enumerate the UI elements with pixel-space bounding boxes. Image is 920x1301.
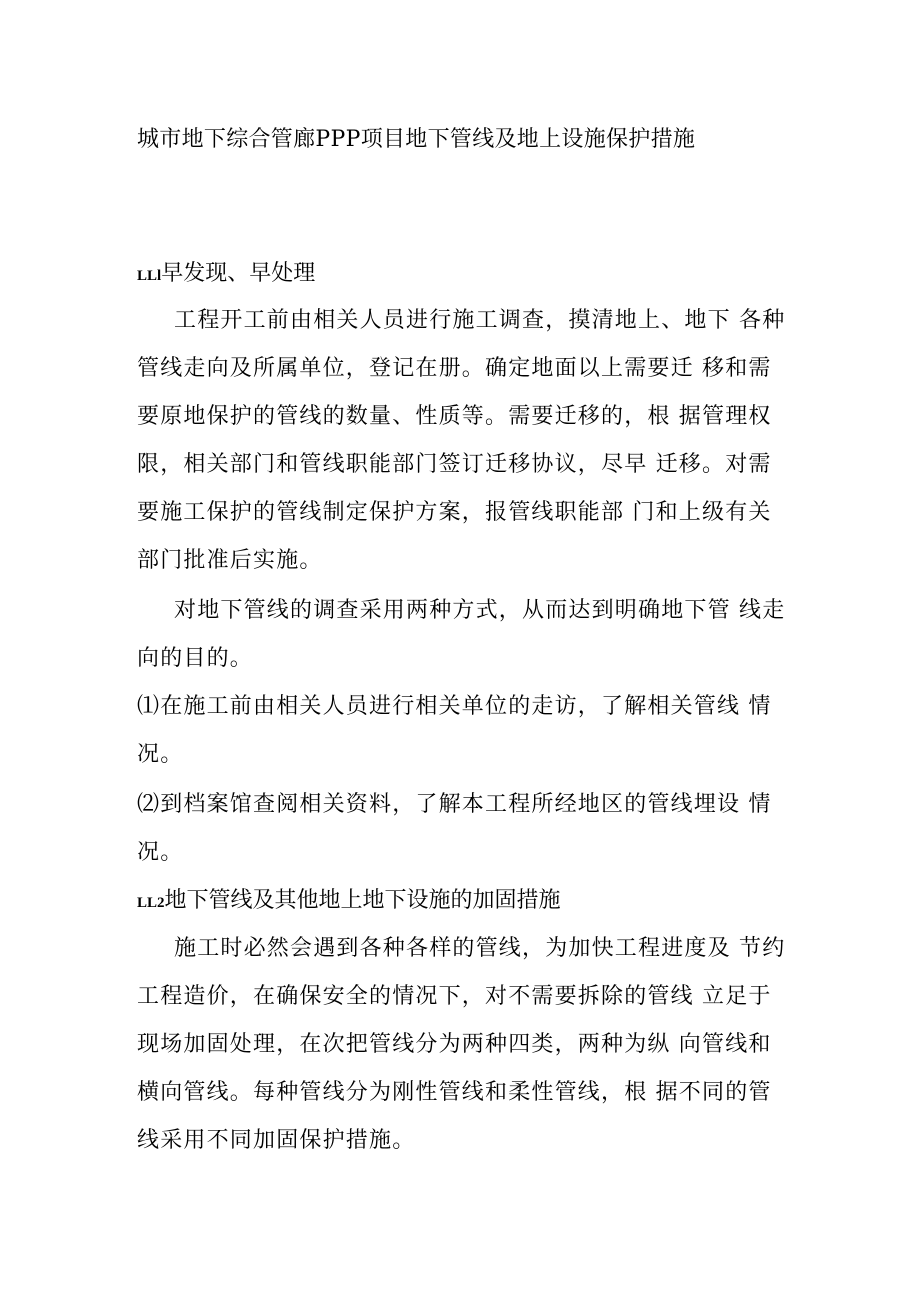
section-heading-2 xyxy=(137,883,561,921)
section-heading-1 xyxy=(137,256,315,294)
paragraph-line: 线采用不同加固保护措施。 xyxy=(137,1128,416,1153)
section-number-2: LL2 xyxy=(137,895,165,911)
list-item-line: ⑵到档案馆查阅相关资料，了解本工程所经地区的管线埋设 情 xyxy=(137,792,772,817)
list-item-line: 况。 xyxy=(137,840,184,865)
list-item-line: 况。 xyxy=(137,742,184,767)
paragraph-line: 向的目的。 xyxy=(137,646,254,671)
document-title: 城市地下综合管廊PPP项目地下管线及地上设施保护措施 xyxy=(137,127,696,152)
paragraph-line: 对地下管线的调查采用两种方式，从而达到明确地下管 线走 xyxy=(174,598,786,623)
section-title-2: 地下管线及其他地上地下设施的加固措施 xyxy=(164,888,561,913)
list-item-line: ⑴在施工前由相关人员进行相关单位的走访，了解相关管线 情 xyxy=(137,694,772,719)
paragraph-line: 工程开工前由相关人员进行施工调查，摸清地上、地下 各种 xyxy=(174,308,786,333)
paragraph-line: 限，相关部门和管线职能部门签订迁移协议，尽早 迁移。对需 xyxy=(137,452,772,477)
paragraph-line: 要原地保护的管线的数量、性质等。需要迁移的，根 据管理权 xyxy=(137,404,772,429)
section-title-1: 早发现、早处理 xyxy=(161,261,316,286)
paragraph-line: 要施工保护的管线制定保护方案，报管线职能部 门和上级有关 xyxy=(137,500,772,525)
paragraph-line: 施工时必然会遇到各种各样的管线，为加快工程进度及 节约 xyxy=(174,936,786,961)
paragraph-line: 工程造价，在确保安全的情况下，对不需要拆除的管线 立足于 xyxy=(137,984,772,1009)
paragraph-line: 现场加固处理，在次把管线分为两种四类，两种为纵 向管线和 xyxy=(137,1032,772,1057)
section-number-1: LLl xyxy=(137,268,162,284)
paragraph-line: 管线走向及所属单位，登记在册。确定地面以上需要迁 移和需 xyxy=(137,356,772,381)
paragraph-line: 横向管线。每种管线分为刚性管线和柔性管线，根 据不同的管 xyxy=(137,1080,772,1105)
paragraph-line: 部门批准后实施。 xyxy=(137,548,323,573)
